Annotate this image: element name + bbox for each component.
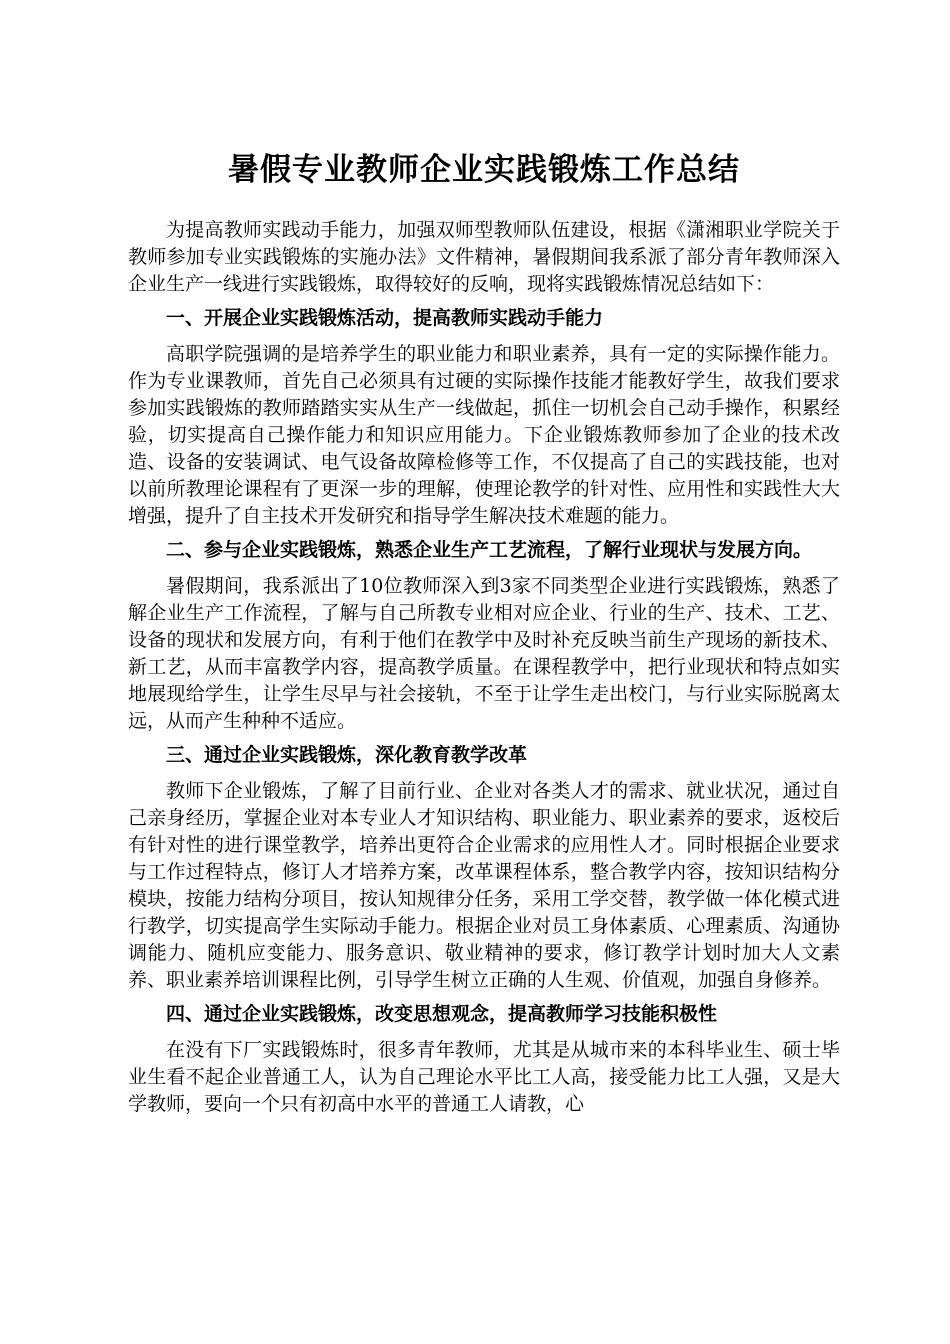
section-4 <box>128 1001 840 1118</box>
section-body: 高职学院强调的是培养学生的职业能力和职业素养，具有一定的实际操作能力。作为专业课教师，首先自己必须具有过硬的实际操作技能才能教好学生，故我们要求参加实践锻炼的教师踏踏实实从生产一线做起，抓住一切机会自己动手操作，积累经验，切实提高自己操作能力和知识应用能力。下企业锻炼教师参加了企业的技术改造、设备的安装调试、电气设备故障检修等工作，不仅提高了自己的实践技能，也对以前所教理论课程有了更深一步的理解，使理论教学的针对性、应用性和实践性大大增强，提升了自主技术开发研究和指导学生解决技术难题的能力。 <box>128 343 840 527</box>
section-body: 教师下企业锻炼，了解了目前行业、企业对各类人才的需求、就业状况，通过自己亲身经历，掌握企业对本专业人才知识结构、职业能力、职业素养的要求，返校后有针对性的进行课堂教学，培养出更符合企业需求的应用性人才。同时根据企业要求与工作过程特点，修订人才培养方案，改革课程体系，整合教学内容，按知识结构分模块，按能力结构分项目，按认知规律分任务，采用工学交替，教学做一体化模式进行教学，切实提高学生实际动手能力。根据企业对员工身体素质、心理素质、沟通协调能力、随机应变能力、服务意识、敬业精神的要求，修订教学计划时加大人文素养、职业素养培训课程比例，引导学生树立正确的人生观、价值观，加强自身修养。 <box>128 780 840 991</box>
section-heading: 三、通过企业实践锻炼，深化教育教学改革 <box>166 744 528 766</box>
section-1 <box>128 305 840 530</box>
document-page <box>128 145 840 1125</box>
intro-paragraph: 为提高教师实践动手能力，加强双师型教师队伍建设，根据《潇湘职业学院关于教师参加专业实践锻炼的实施办法》文件精神，暑假期间我系派了部分青年教师深入企业生产一线进行实践锻炼，取得较好的反响，现将实践锻炼情况总结如下： <box>128 219 840 295</box>
section-body: 暑假期间，我系派出了10位教师深入到3家不同类型企业进行实践锻炼，熟悉了解企业生产工作流程，了解与自己所教专业相对应企业、行业的生产、技术、工艺、设备的现状和发展方向，有利于他们在教学中及时补充反映当前生产现场的新技术、新工艺，从而丰富教学内容，提高教学质量。在课程教学中，把行业现状和特点如实地展现给学生，让学生尽早与社会接轨，不至于让学生走出校门，与行业实际脱离太远，从而产生种种不适应。 <box>128 575 840 732</box>
section-3 <box>128 742 840 994</box>
section-body: 在没有下厂实践锻炼时，很多青年教师，尤其是从城市来的本科毕业生、硕士毕业生看不起企业普通工人，认为自己理论水平比工人高，接受能力比工人强，又是大学教师，要向一个只有初高中水平的普通工人请教，心 <box>128 1039 840 1115</box>
section-heading: 二、参与企业实践锻炼，熟悉企业生产工艺流程，了解行业现状与发展方向。 <box>166 539 813 561</box>
section-2 <box>128 537 840 735</box>
section-heading: 四、通过企业实践锻炼，改变思想观念，提高教师学习技能积极性 <box>166 1003 718 1025</box>
document-title: 暑假专业教师企业实践锻炼工作总结 <box>228 152 740 188</box>
section-heading: 一、开展企业实践锻炼活动，提高教师实践动手能力 <box>166 307 604 329</box>
